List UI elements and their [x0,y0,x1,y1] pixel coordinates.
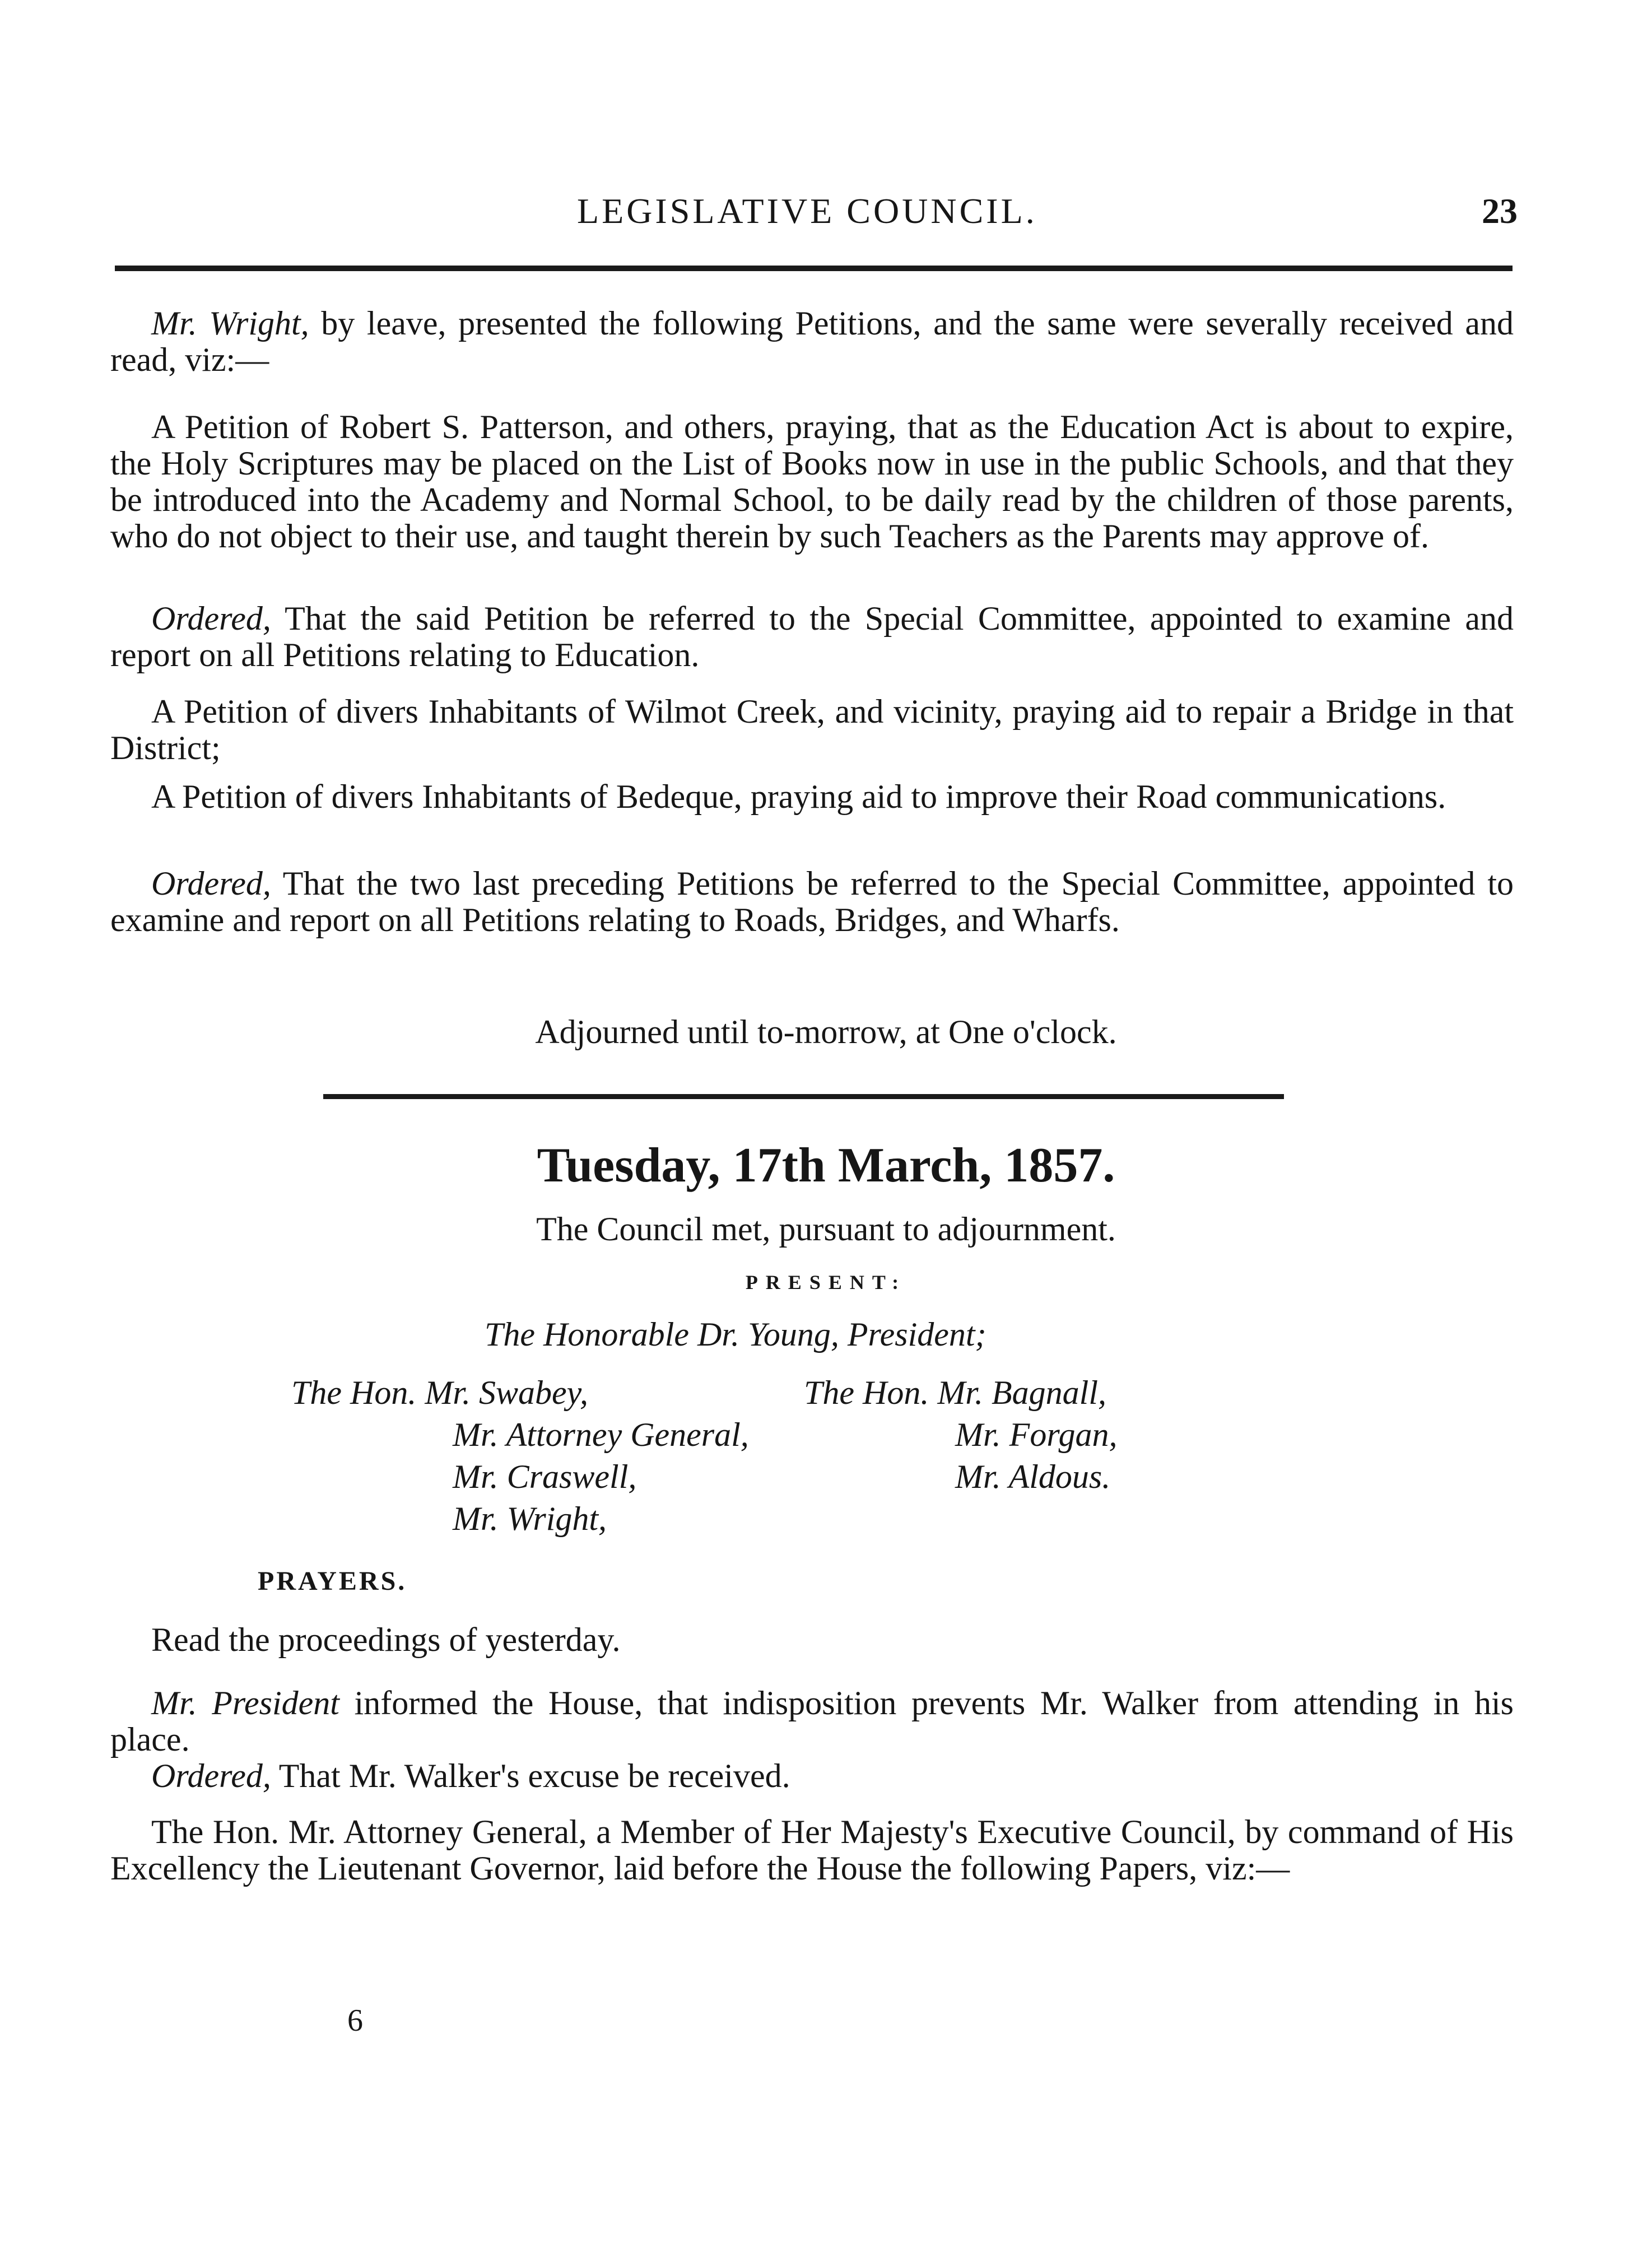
member-left-2: Mr. Attorney General, [453,1416,749,1453]
paragraph-wright-petitions [110,305,1514,378]
paragraph-text: That the said Petition be referred to the Special Committee, appointed to examine and report on all Petitions relating to Education. [110,600,1514,673]
running-header-title: LEGISLATIVE COUNCIL. [577,191,1037,231]
paragraph-lead: Mr. Wright, [151,305,309,342]
paragraph-text: A Petition of divers Inhabitants of Wilmot Creek, and vicinity, praying aid to repair a Bridge in that District; [110,693,1514,766]
paragraph-lead: Ordered, [151,600,271,637]
member-right-2: Mr. Forgan, [955,1416,1118,1453]
paragraph-text: informed the House, that indisposition prevents Mr. Walker from attending in his place. [110,1684,1514,1758]
paragraph-text: by leave, presented the following Petitions, and the same were severally received and read, viz:— [110,305,1514,378]
paragraph-lead: Ordered, [151,865,271,902]
member-right-1: The Hon. Mr. Bagnall, [804,1374,1106,1411]
paragraph-read-proceedings [110,1622,1514,1658]
paragraph-text: A Petition of divers Inhabitants of Bedeque, praying aid to improve their Road communications. [151,778,1446,815]
paragraph-attorney-general-papers [110,1814,1514,1887]
date-heading: Tuesday, 17th March, 1857. [537,1138,1115,1193]
paragraph-lead: Ordered, [151,1757,271,1794]
page-number: 23 [1482,191,1518,231]
header-rule [115,266,1513,271]
president-line: The Honorable Dr. Young, President; [485,1316,986,1353]
paragraph-patterson-petition [110,409,1514,555]
paragraph-ordered-excuse [110,1758,1514,1794]
paragraph-ordered-roads [110,865,1514,938]
adjournment-notice: Adjourned until to-morrow, at One o'clock. [535,1013,1117,1050]
paragraph-text: That the two last preceding Petitions be referred to the Special Committee, appointed to examine and report on all Petitions relating to Roads, Bridges, and Wharfs. [110,865,1514,938]
member-left-3: Mr. Craswell, [453,1458,637,1495]
paragraph-president-informed [110,1685,1514,1758]
paragraph-wilmot-creek-petition [110,694,1514,766]
council-met-line: The Council met, pursuant to adjournment. [536,1211,1116,1248]
paragraph-text: Read the proceedings of yesterday. [151,1621,621,1658]
present-label: PRESENT: [745,1271,907,1293]
paragraph-text: That Mr. Walker's excuse be received. [271,1757,790,1794]
member-right-3: Mr. Aldous. [955,1458,1111,1495]
paragraph-ordered-education [110,601,1514,673]
paragraph-text: The Hon. Mr. Attorney General, a Member of Her Majesty's Executive Council, by command of His Excellency the Lieutenant Governor, laid before the House the following Papers, viz:— [110,1813,1514,1887]
paragraph-text: A Petition of Robert S. Patterson, and others, praying, that as the Education Act is about to expire, the Holy Scriptures may be placed on the List of Books now in use in the public Schools, and that they be introduced into the Academy and Normal School, to be daily read by the children of those parents, who do not object to their use, and taught therein by such Teachers as the Parents may approve of. [110,408,1514,555]
paragraph-bedeque-petition [110,779,1514,815]
member-left-1: The Hon. Mr. Swabey, [291,1374,588,1411]
paragraph-lead: Mr. President [151,1684,339,1721]
section-rule [323,1094,1284,1099]
member-left-4: Mr. Wright, [453,1500,607,1537]
prayers-heading: PRAYERS. [258,1566,407,1596]
signature-mark: 6 [347,2003,363,2038]
